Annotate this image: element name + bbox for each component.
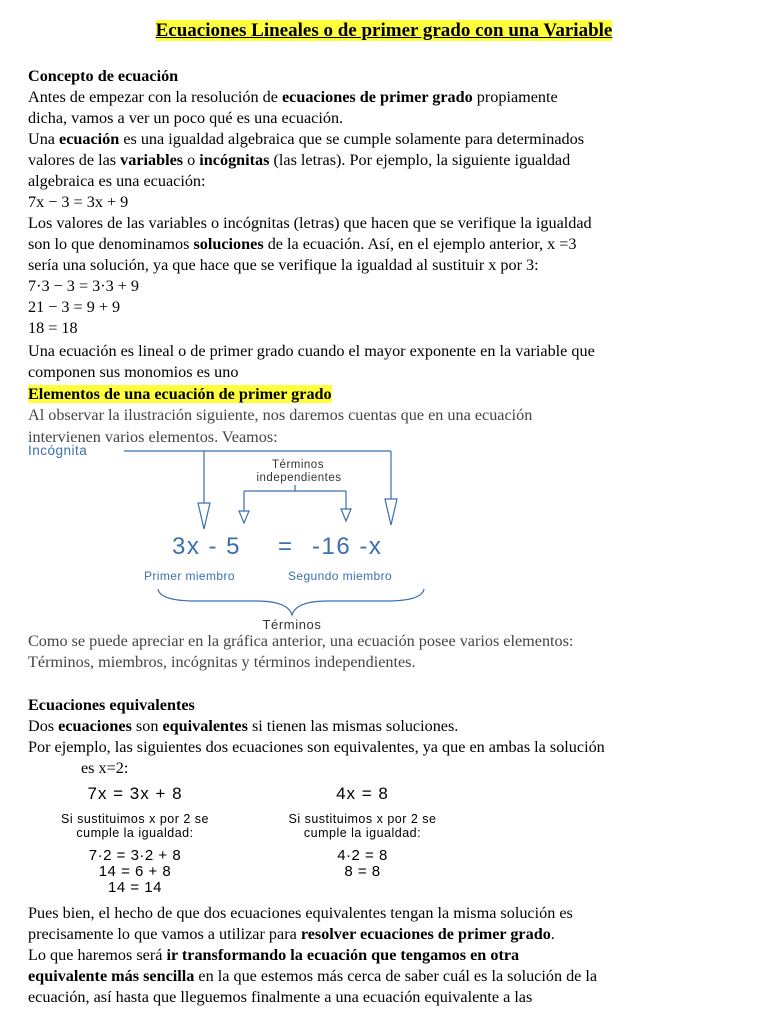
paragraph-line: Términos, miembros, incógnitas y términos independientes.: [28, 653, 416, 671]
eq1-step-3: 14 = 14: [108, 879, 162, 896]
equation-left-member: 3x - 5: [172, 533, 242, 560]
paragraph-line: son lo que denominamos soluciones de la ecuación. Así, en el ejemplo anterior, x =3: [28, 235, 577, 253]
eq1-note-2: cumple la igualdad:: [76, 826, 194, 840]
eq2-main: 4x = 8: [336, 784, 389, 803]
terminos-independientes-label-2: independientes: [256, 472, 342, 484]
eq2-note-1: Si sustituimos x por 2 se: [288, 812, 437, 826]
equation-line: 7·3 − 3 = 3·3 + 9: [28, 277, 140, 295]
segundo-miembro-label: Segundo miembro: [288, 569, 393, 583]
eq1-main: 7x = 3x + 8: [87, 784, 183, 803]
paragraph-line: Pues bien, el hecho de que dos ecuaciones equivalentes tengan la misma solución es: [28, 904, 573, 922]
eq2-step-1: 4·2 = 8: [337, 847, 388, 864]
paragraph-line: Una ecuación es una igualdad algebraica que se cumple solamente para determinados: [28, 130, 585, 148]
paragraph-line: Al observar la ilustración siguiente, nos daremos cuentas que en una ecuación: [28, 406, 533, 424]
eq1-step-2: 14 = 6 + 8: [98, 863, 172, 880]
paragraph-line: intervienen varios elementos. Veamos:: [28, 428, 278, 446]
primer-miembro-label: Primer miembro: [144, 569, 235, 583]
equation-right-member: -16 -x: [312, 533, 383, 560]
paragraph-line: algebraica es una ecuación:: [28, 172, 206, 190]
equivalent-equation-2: [265, 784, 460, 880]
equation-equals: =: [278, 533, 293, 560]
paragraph-line: Una ecuación es lineal o de primer grado cuando el mayor exponente en la variable que: [28, 342, 595, 360]
terminos-label: Términos: [262, 617, 322, 632]
equation-line: 18 = 18: [28, 319, 78, 337]
paragraph-line: equivalente más sencilla en la que estemos más cerca de saber cuál es la solución de la: [28, 967, 598, 985]
incognita-arrowhead-left: [198, 503, 210, 529]
independientes-arrowhead-right: [341, 509, 351, 521]
incognita-label: Incógnita: [28, 443, 88, 458]
eq2-step-2: 8 = 8: [344, 863, 381, 880]
eq1-note-1: Si sustituimos x por 2 se: [61, 812, 209, 826]
paragraph-line: Dos ecuaciones son equivalentes si tienen las mismas soluciones.: [28, 717, 459, 735]
terminos-independientes-label-1: Términos: [272, 459, 324, 471]
section-heading-elementos: Elementos de una ecuación de primer grado: [28, 385, 332, 403]
equation-elements-diagram: [26, 443, 446, 633]
paragraph-line: Por ejemplo, las siguientes dos ecuaciones son equivalentes, ya que en ambas la solución: [28, 738, 605, 756]
paragraph-line: Antes de empezar con la resolución de ecuaciones de primer grado propiamente: [28, 88, 558, 106]
eq2-note-2: cumple la igualdad:: [303, 826, 422, 840]
diagram-svg: [26, 443, 446, 633]
paragraph-line: valores de las variables o incógnitas (las letras). Por ejemplo, la siguiente igualdad: [28, 151, 571, 169]
incognita-arrowhead-right: [385, 499, 397, 525]
paragraph-line: precisamente lo que vamos a utilizar para resolver ecuaciones de primer grado.: [28, 925, 555, 943]
equation-line: 7x − 3 = 3x + 9: [28, 193, 129, 211]
equivalent-equation-1: [40, 784, 230, 896]
section-heading-concepto: Concepto de ecuación: [28, 67, 179, 85]
terminos-brace: [158, 589, 424, 615]
independientes-arrowhead-left: [239, 511, 249, 523]
paragraph-line: dicha, vamos a ver un poco qué es una ecuación.: [28, 109, 344, 127]
section-heading-equivalentes: Ecuaciones equivalentes: [28, 696, 195, 714]
document-title: [0, 20, 768, 42]
title-text: Ecuaciones Lineales o de primer grado con una Variable: [155, 20, 613, 41]
equation-line: 21 − 3 = 9 + 9: [28, 298, 121, 316]
paragraph-line: ecuación, así hasta que lleguemos finalmente a una ecuación equivalente a las: [28, 988, 533, 1006]
paragraph-line: Lo que haremos será ir transformando la ecuación que tengamos en otra: [28, 946, 520, 964]
paragraph-line: Los valores de las variables o incógnitas (letras) que hacen que se verifique la igualdad: [28, 214, 592, 232]
paragraph-line: componen sus monomios es uno: [28, 363, 239, 381]
paragraph-line: es x=2:: [81, 759, 129, 777]
eq1-step-1: 7·2 = 3·2 + 8: [88, 847, 182, 864]
paragraph-line: Como se puede apreciar en la gráfica anterior, una ecuación posee varios elementos:: [28, 632, 574, 650]
paragraph-line: sería una solución, ya que hace que se verifique la igualdad al sustituir x por 3:: [28, 256, 539, 274]
